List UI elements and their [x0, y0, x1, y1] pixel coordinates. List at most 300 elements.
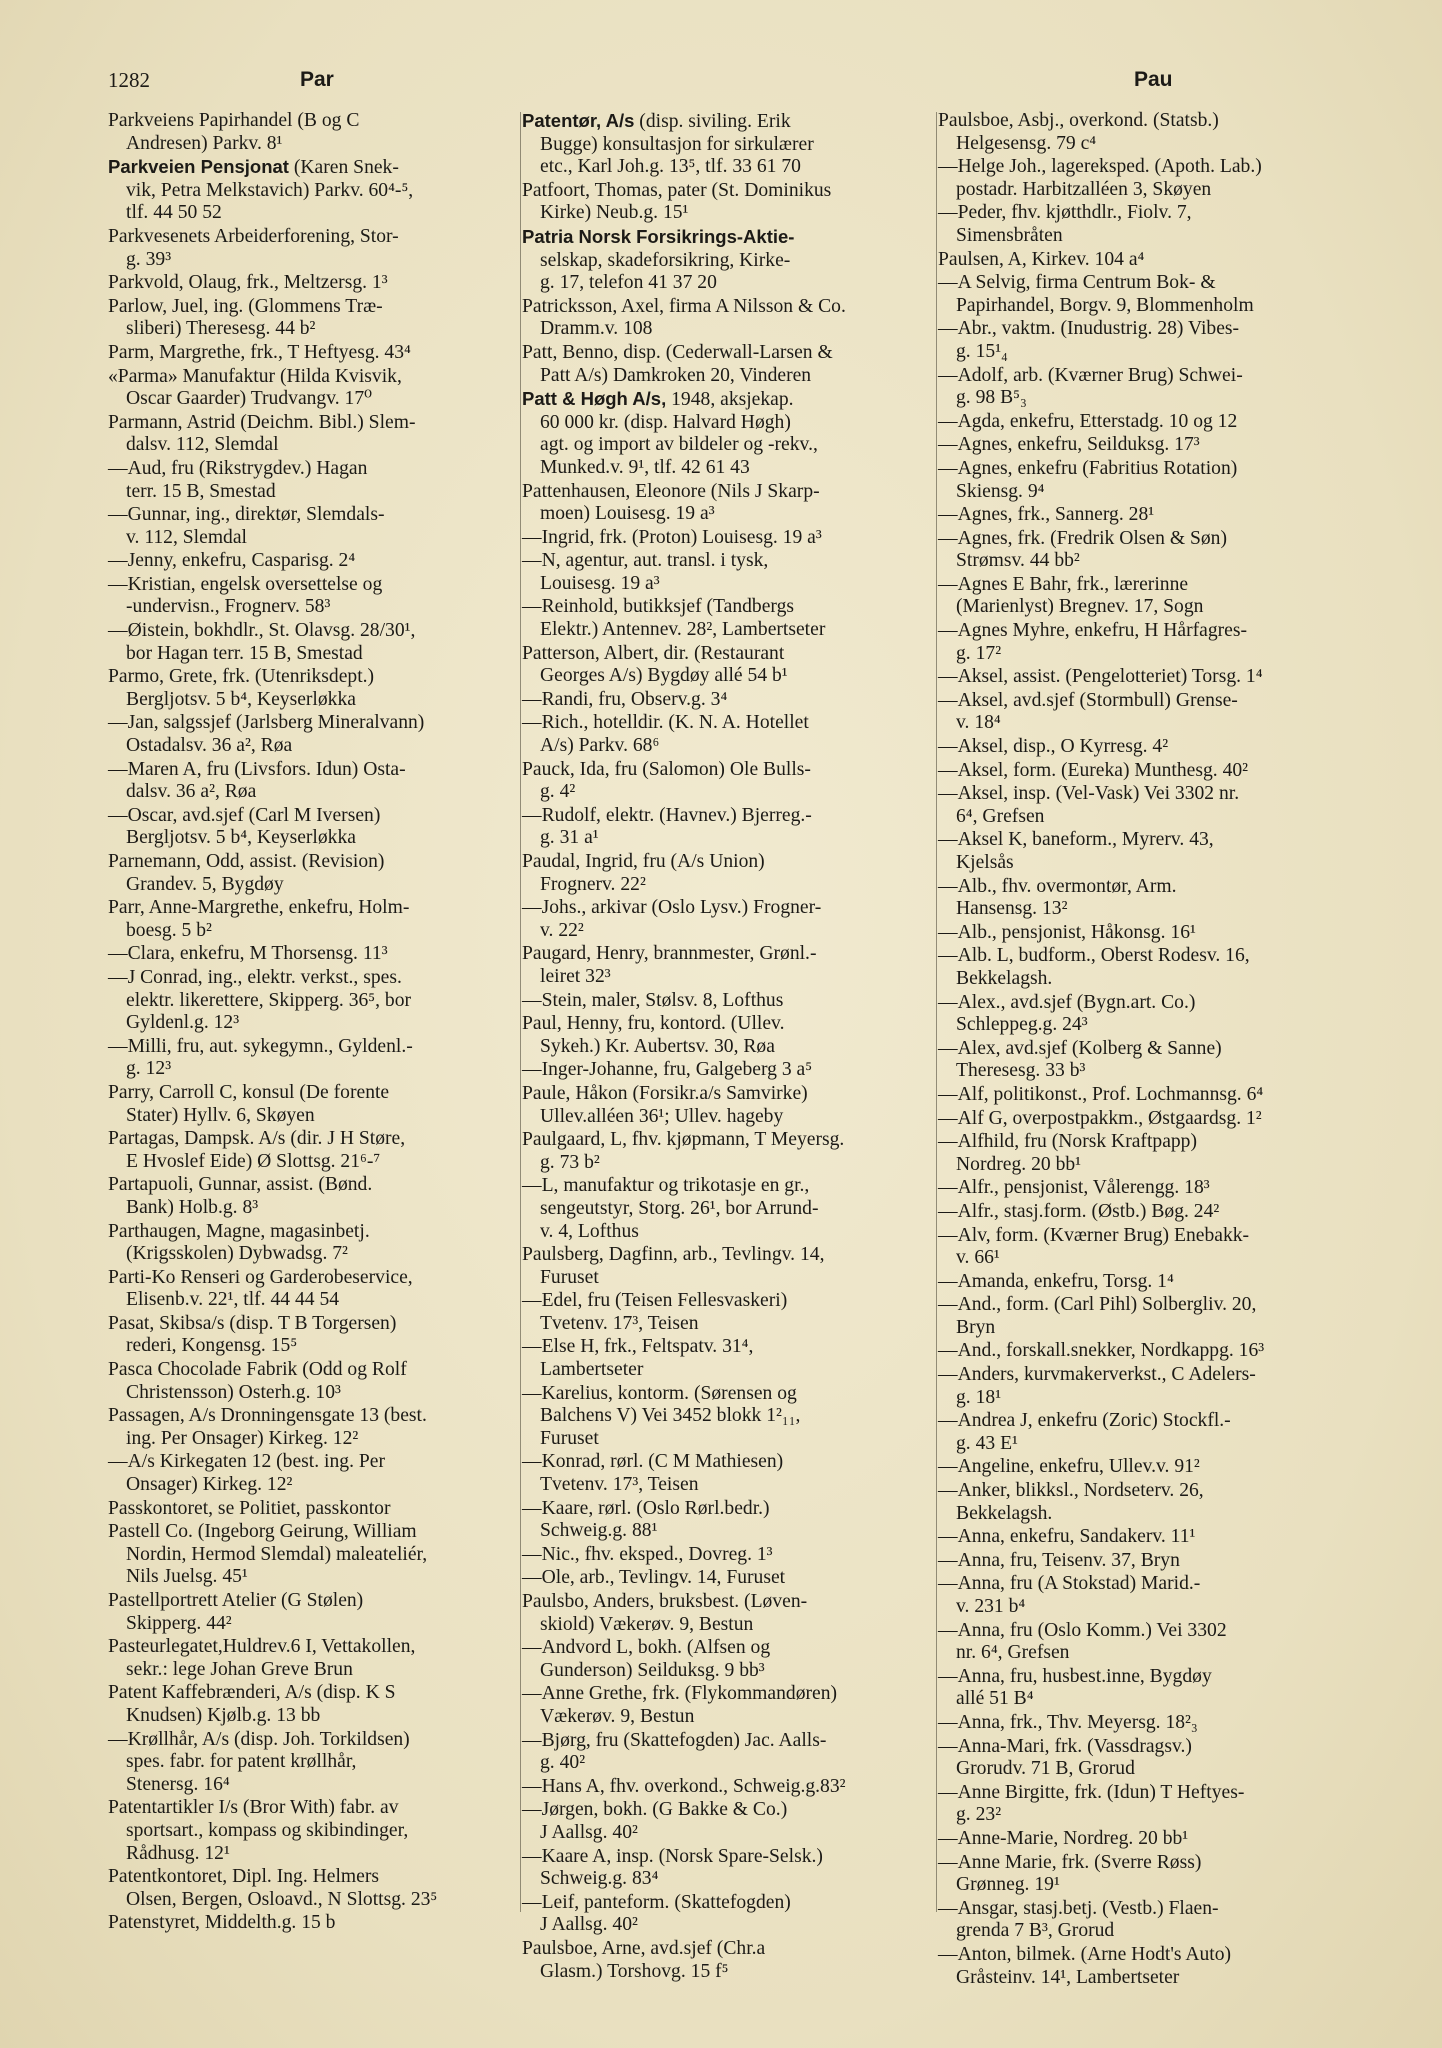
directory-entry — [938, 1782, 1346, 1827]
entry-line: —Andvord L, bokh. (Alfsen og — [522, 1637, 771, 1659]
directory-entry — [938, 1177, 1346, 1200]
entry-line: Christensson) Osterh.g. 10³ — [126, 1381, 341, 1403]
entry-line: Sykeh.) Kr. Aubertsv. 30, Røa — [540, 1035, 775, 1057]
entry-line: Paulsboe, Asbj., overkond. (Statsb.) — [938, 110, 1219, 131]
directory-entry — [938, 318, 1346, 363]
directory-entry — [108, 1682, 516, 1727]
directory-entry — [522, 943, 930, 988]
directory-entry — [938, 876, 1346, 921]
directory-entry — [938, 528, 1346, 573]
directory-entry — [108, 110, 516, 155]
directory-entry — [108, 620, 516, 665]
entry-line: —Else H, frk., Feltspatv. 31⁴, — [522, 1336, 754, 1358]
entry-line: Paulsbo, Anders, bruksbest. (Løven- — [522, 1591, 808, 1612]
directory-entry — [108, 366, 516, 411]
entry-line: Parti-Ko Renseri og Garderobeservice, — [108, 1266, 413, 1288]
entry-line: Simensbråten — [956, 224, 1063, 246]
entry-line: sekr.: lege Johan Greve Brun — [126, 1658, 353, 1680]
entry-line: Knudsen) Kjølb.g. 13 bb — [126, 1704, 321, 1726]
entry-line: Grorudv. 71 B, Grorud — [956, 1758, 1135, 1780]
entry-line: —Kristian, engelsk oversettelse og — [108, 573, 383, 595]
entry-line: Partapuoli, Gunnar, assist. (Bønd. — [108, 1174, 373, 1196]
entry-line: —Peder, fhv. kjøtthdlr., Fiolv. 7, — [938, 202, 1192, 224]
directory-entry — [938, 1294, 1346, 1339]
entry-line: Balchens V) Vei 3452 blokk 1²₁₁, — [540, 1405, 801, 1427]
entry-line: —Anna, fru, Teisenv. 37, Bryn — [938, 1549, 1180, 1571]
directory-entry — [108, 504, 516, 549]
entry-line: —Agnes, enkefru (Fabritius Rotation) — [938, 457, 1238, 479]
entry-line: Bryn — [956, 1316, 996, 1338]
entry-line: v. 22² — [540, 919, 584, 941]
entry-line: g. 43 E¹ — [956, 1432, 1018, 1454]
entry-line: —Milli, fru, aut. sykegymn., Gyldenl.- — [108, 1035, 413, 1057]
page-number: 1282 — [108, 68, 150, 92]
entry-line: —Alf G, overpostpakkm., Østgaardsg. 1² — [938, 1107, 1262, 1129]
entry-line: Skipperg. 44² — [126, 1612, 232, 1634]
directory-entry — [938, 1712, 1346, 1735]
entry-line: Patfoort, Thomas, pater (St. Dominikus — [522, 179, 832, 201]
entry-line: Paugard, Henry, brannmester, Grønl.- — [522, 943, 817, 965]
entry-line: Onsager) Kirkeg. 12² — [126, 1474, 293, 1496]
directory-entry — [938, 365, 1346, 410]
entry-line: Parry, Carroll C, konsul (De forente — [108, 1081, 390, 1103]
entry-line: elektr. likerettere, Skipperg. 36⁵, bor — [126, 989, 412, 1011]
entry-text: 1948, aksjekap. — [666, 389, 794, 411]
entry-line: —Ingrid, frk. (Proton) Louisesg. 19 a³ — [522, 526, 822, 548]
entry-line: —Aksel, avd.sjef (Stormbull) Grense- — [938, 689, 1238, 711]
directory-entry — [108, 1451, 516, 1496]
entry-line: sliberi) Theresesg. 44 b² — [126, 318, 316, 340]
entry-line: —Randi, fru, Observ.g. 3⁴ — [522, 688, 728, 710]
entry-line: —Nic., fhv. eksped., Dovreg. 1³ — [522, 1543, 773, 1565]
entry-line: Parkvold, Olaug, frk., Meltzersg. 1³ — [108, 272, 388, 294]
directory-entry — [938, 156, 1346, 201]
entry-line: Parlow, Juel, ing. (Glommens Træ- — [108, 295, 383, 317]
entry-line: selskap, skadeforsikring, Kirke- — [540, 249, 791, 271]
entry-line: Pasat, Skibsa/s (disp. T B Torgersen) — [108, 1312, 397, 1334]
entry-line: (Krigsskolen) Dybwadsg. 7² — [126, 1243, 348, 1265]
entry-line: Schweig.g. 83⁴ — [540, 1868, 659, 1890]
directory-entry — [108, 1521, 516, 1589]
directory-entry — [108, 226, 516, 271]
directory-entry — [938, 1852, 1346, 1897]
entry-line: Pasteurlegatet,Huldrev.6 I, Vettakollen, — [108, 1636, 416, 1658]
entry-line: Patentkontoret, Dipl. Ing. Helmers — [108, 1866, 379, 1888]
entry-line: Strømsv. 44 bb² — [956, 550, 1080, 572]
entry-line: Paule, Håkon (Forsikr.a/s Samvirke) — [522, 1082, 808, 1104]
directory-entry — [522, 527, 930, 550]
entry-line: Skiensg. 9⁴ — [956, 480, 1045, 502]
entry-line: Patentartikler I/s (Bror With) fabr. av — [108, 1797, 399, 1819]
entry-line: Bank) Holb.g. 8³ — [126, 1196, 259, 1218]
entry-line: g. 17² — [956, 642, 1002, 664]
entry-line: —Amanda, enkefru, Torsg. 1⁴ — [938, 1270, 1174, 1292]
directory-entry — [522, 1290, 930, 1335]
entry-line: g. 12³ — [126, 1058, 172, 1080]
entry-line: —Rich., hotelldir. (K. N. A. Hotellet — [522, 712, 809, 734]
directory-entry — [938, 1108, 1346, 1131]
entry-line: —Reinhold, butikksjef (Tandbergs — [522, 596, 794, 618]
directory-entry — [522, 110, 930, 179]
entry-line: J Aallsg. 40² — [540, 1914, 638, 1936]
entry-line: spes. fabr. for patent krøllhår, — [126, 1751, 357, 1773]
entry-line: nr. 6⁴, Grefsen — [956, 1642, 1070, 1664]
column-divider — [520, 112, 521, 1912]
entry-line: grenda 7 B³, Grorud — [956, 1920, 1115, 1942]
directory-entry — [108, 1313, 516, 1358]
directory-entry — [108, 1729, 516, 1797]
directory-entry — [938, 434, 1346, 457]
entry-line: Paulsberg, Dagfinn, arb., Tevlingv. 14, — [522, 1244, 825, 1266]
directory-entry — [108, 967, 516, 1035]
entry-line: Rådhusg. 12¹ — [126, 1842, 230, 1864]
directory-entry — [108, 296, 516, 341]
entry-line: dalsv. 112, Slemdal — [126, 434, 279, 456]
directory-entry — [522, 388, 930, 479]
entry-line: g. 4² — [540, 781, 576, 803]
directory-entry — [522, 1244, 930, 1289]
left-running-head: Par — [300, 68, 334, 91]
directory-entry — [522, 1451, 930, 1496]
entry-line: —Anna, fru (Oslo Komm.) Vei 3302 — [938, 1619, 1227, 1641]
entry-line: —Alb., pensjonist, Håkonsg. 16¹ — [938, 921, 1196, 943]
entry-line: v. 18⁴ — [956, 712, 1001, 734]
directory-entry — [522, 342, 930, 387]
directory-entry — [522, 180, 930, 225]
entry-line: —Agnes Myhre, enkefru, H Hårfagres- — [938, 620, 1248, 642]
entry-line: moen) Louisesg. 19 a³ — [540, 503, 715, 525]
directory-entry — [522, 643, 930, 688]
entry-line: —Anna, frk., Thv. Meyersg. 18²₃ — [938, 1711, 1198, 1733]
entry-line: —Aksel, form. (Eureka) Munthesg. 40² — [938, 759, 1249, 781]
entry-line: —Clara, enkefru, M Thorsensg. 11³ — [108, 943, 388, 965]
directory-entry — [108, 897, 516, 942]
directory-entry — [938, 1736, 1346, 1781]
entry-line: —Agda, enkefru, Etterstadg. 10 og 12 — [938, 410, 1238, 432]
entry-line: —A Selvig, firma Centrum Bok- & — [938, 272, 1216, 294]
directory-entry — [522, 1013, 930, 1058]
entry-line: —Hans A, fhv. overkond., Schweig.g.83² — [522, 1775, 846, 1797]
entry-line: g. 23² — [956, 1804, 1002, 1826]
directory-entry — [522, 1683, 930, 1728]
directory-entry — [108, 1267, 516, 1312]
entry-line: —Anna, fru (A Stokstad) Marid.- — [938, 1573, 1201, 1595]
directory-entry — [938, 736, 1346, 759]
directory-entry — [938, 1526, 1346, 1549]
entry-line: Parmann, Astrid (Deichm. Bibl.) Slem- — [108, 411, 416, 433]
entry-line: Nordreg. 20 bb¹ — [956, 1153, 1082, 1175]
directory-entry — [522, 1892, 930, 1937]
entry-line: Stenersg. 16⁴ — [126, 1773, 230, 1795]
entry-line: g. 31 a¹ — [540, 827, 599, 849]
entry-line: —Alf, politikonst., Prof. Lochmannsg. 6⁴ — [938, 1083, 1264, 1105]
entry-text: (disp. siviling. Erik — [634, 111, 791, 132]
directory-entry — [108, 1590, 516, 1635]
entry-line: Paul, Henny, fru, kontord. (Ullev. — [522, 1013, 785, 1035]
directory-entry — [108, 550, 516, 573]
entry-line: Patt A/s) Damkroken 20, Vinderen — [540, 364, 812, 386]
entry-line: —Alb., fhv. overmontør, Arm. — [938, 875, 1177, 897]
entry-line: —Ansgar, stasj.betj. (Vestb.) Flaen- — [938, 1897, 1219, 1919]
entry-line: 60 000 kr. (disp. Halvard Høgh) — [540, 411, 791, 433]
entry-line: —Alex, avd.sjef (Kolberg & Sanne) — [938, 1037, 1222, 1059]
entry-line: Parkvesenets Arbeiderforening, Stor- — [108, 225, 399, 247]
entry-line: —Jenny, enkefru, Casparisg. 2⁴ — [108, 550, 356, 572]
entry-line: Pauck, Ida, fru (Salomon) Ole Bulls- — [522, 758, 811, 780]
entry-line: Georges A/s) Bygdøy allé 54 b¹ — [540, 665, 788, 687]
entry-line: —Anne Birgitte, frk. (Idun) T Heftyes- — [938, 1781, 1245, 1803]
directory-entry — [108, 1797, 516, 1865]
entry-line: Kjelsås — [956, 852, 1014, 873]
entry-line: Paulsboe, Arne, avd.sjef (Chr.a — [522, 1937, 766, 1959]
entry-line: Gyldenl.g. 12³ — [126, 1012, 240, 1034]
entry-line: —Leif, panteform. (Skattefogden) — [522, 1891, 791, 1913]
directory-entry — [938, 1456, 1346, 1479]
entry-line: Nils Juelsg. 45¹ — [126, 1566, 248, 1588]
entry-line: A/s) Parkv. 68⁶ — [540, 735, 660, 757]
entry-bold-name: Parkveien Pensjonat — [108, 156, 289, 178]
directory-entry — [938, 458, 1346, 503]
entry-line: vik, Petra Melkstavich) Parkv. 60⁴-⁵, — [126, 179, 414, 201]
directory-entry — [938, 1944, 1346, 1989]
entry-line: —Edel, fru (Teisen Fellesvaskeri) — [522, 1290, 788, 1312]
directory-entry — [522, 805, 930, 850]
entry-line: —Alfr., stasj.form. (Østb.) Bøg. 24² — [938, 1200, 1220, 1222]
entry-line: Parthaugen, Magne, magasinbetj. — [108, 1220, 370, 1242]
entry-line: terr. 15 B, Smestad — [126, 480, 276, 502]
entry-line: Bergljotsv. 5 b⁴, Keyserløkka — [126, 827, 356, 849]
entry-line: —Anne Marie, frk. (Sverre Røss) — [938, 1851, 1202, 1873]
directory-entry — [938, 1038, 1346, 1083]
directory-entry — [938, 783, 1346, 828]
directory-entry — [108, 1405, 516, 1450]
entry-line: Parr, Anne-Margrethe, enkefru, Holm- — [108, 897, 410, 919]
directory-entry — [108, 458, 516, 503]
directory-entry — [108, 1036, 516, 1081]
directory-entry — [522, 712, 930, 757]
entry-line: v. 231 b⁴ — [956, 1596, 1026, 1617]
entry-line: Paulgaard, L, fhv. kjøpmann, T Meyersg. — [522, 1129, 845, 1151]
entry-line: Parm, Margrethe, frk., T Heftyesg. 43⁴ — [108, 341, 411, 363]
entry-line: Tvetenv. 17³, Teisen — [540, 1474, 699, 1496]
entry-line: g. 98 B⁵₃ — [956, 387, 1027, 409]
directory-entry — [938, 574, 1346, 619]
entry-text: (Karen Snek- — [288, 157, 399, 179]
directory-entry — [108, 712, 516, 757]
entry-line: —Alfr., pensjonist, Vålerengg. 18³ — [938, 1177, 1210, 1199]
entry-line: —Andrea J, enkefru (Zoric) Stockfl.- — [938, 1410, 1231, 1432]
entry-line: —Helge Joh., lagereksped. (Apoth. Lab.) — [938, 156, 1262, 178]
entry-line: skiold) Vækerøv. 9, Bestun — [540, 1613, 754, 1635]
entry-line: —A/s Kirkegaten 12 (best. ing. Per — [108, 1451, 385, 1473]
entry-line: —Jan, salgssjef (Jarlsberg Mineralvann) — [108, 712, 425, 734]
entry-line: Bekkelagsh. — [956, 967, 1053, 989]
directory-entry — [522, 759, 930, 804]
entry-line — [522, 110, 930, 134]
entry-line: g. 39³ — [126, 248, 172, 270]
entry-line: v. 4, Lofthus — [540, 1220, 639, 1242]
directory-entry — [108, 574, 516, 619]
entry-line: —Bjørg, fru (Skattefogden) Jac. Aalls- — [522, 1729, 827, 1751]
entry-line: Patenstyret, Middelth.g. 15 b — [108, 1912, 336, 1934]
directory-entry — [522, 1730, 930, 1775]
entry-line: —Aud, fru (Rikstrygdev.) Hagan — [108, 457, 368, 479]
entry-line: Theresesg. 33 b³ — [956, 1060, 1086, 1082]
entry-line: Oscar Gaarder) Trudvangv. 17⁰ — [126, 388, 373, 410]
entry-line: —L, manufaktur og trikotasje en gr., — [522, 1175, 810, 1197]
directory-entry — [938, 202, 1346, 247]
entry-line: —Johs., arkivar (Oslo Lysv.) Frogner- — [522, 897, 822, 919]
entry-line: Passagen, A/s Dronningensgate 13 (best. — [108, 1405, 427, 1427]
entry-line: g. 15¹₄ — [956, 340, 1008, 362]
entry-line: Ostadalsv. 36 a², Røa — [126, 735, 293, 757]
directory-entry — [522, 1567, 930, 1590]
entry-line: —Kaare, rørl. (Oslo Rørl.bedr.) — [522, 1497, 770, 1519]
directory-entry — [938, 1271, 1346, 1294]
directory-entry — [938, 1573, 1346, 1618]
entry-line: —Anna, fru, husbest.inne, Bygdøy — [938, 1665, 1212, 1687]
directory-entry — [938, 1201, 1346, 1224]
entry-line: —Ole, arb., Tevlingv. 14, Furuset — [522, 1567, 786, 1589]
entry-line: —Anton, bilmek. (Arne Hodt's Auto) — [938, 1943, 1232, 1965]
entry-line: —Aksel K, baneform., Myrerv. 43, — [938, 829, 1214, 851]
entry-line: Hansensg. 13² — [956, 898, 1068, 920]
entry-line — [522, 388, 930, 412]
entry-line: —Agnes, frk., Sannerg. 28¹ — [938, 504, 1155, 526]
directory-entry — [108, 1221, 516, 1266]
entry-line: —Maren A, fru (Livsfors. Idun) Osta- — [108, 758, 406, 780]
entry-line: Pasca Chocolade Fabrik (Odd og Rolf — [108, 1359, 407, 1381]
directory-entry — [108, 1912, 516, 1935]
entry-line: —Anne-Marie, Nordreg. 20 bb¹ — [938, 1827, 1189, 1849]
entry-line: Bergljotsv. 5 b⁴, Keyserløkka — [126, 688, 356, 710]
entry-line: —Aksel, insp. (Vel-Vask) Vei 3302 nr. — [938, 783, 1240, 805]
entry-line: Papirhandel, Borgv. 9, Blommenholm — [956, 294, 1254, 316]
entry-line: -undervisn., Frognerv. 58³ — [126, 596, 331, 618]
entry-line: —And., form. (Carl Pihl) Solbergliv. 20, — [938, 1294, 1257, 1316]
entry-line: —Anker, blikksl., Nordseterv. 26, — [938, 1480, 1204, 1502]
directory-entry — [522, 1776, 930, 1799]
directory-entry — [522, 226, 930, 295]
entry-line: Gunderson) Seilduksg. 9 bb³ — [540, 1659, 765, 1681]
directory-column-1 — [108, 110, 516, 1936]
directory-entry — [108, 1128, 516, 1173]
directory-column-2 — [522, 110, 930, 1984]
entry-bold-name: Patria Norsk Forsikrings-Aktie- — [522, 225, 795, 247]
directory-entry — [522, 1059, 930, 1082]
entry-line: —Anne Grethe, frk. (Flykommandøren) — [522, 1683, 838, 1705]
entry-line: boesg. 5 b² — [126, 919, 212, 941]
entry-line: —Agnes, frk. (Fredrik Olsen & Søn) — [938, 527, 1227, 549]
directory-entry — [938, 1340, 1346, 1363]
directory-entry — [108, 851, 516, 896]
entry-line: bor Hagan terr. 15 B, Smestad — [126, 642, 363, 664]
entry-line: —Kaare A, insp. (Norsk Spare-Selsk.) — [522, 1845, 823, 1867]
directory-entry — [522, 596, 930, 641]
directory-entry — [522, 1175, 930, 1243]
directory-entry — [108, 759, 516, 804]
entry-line: —Alex., avd.sjef (Bygn.art. Co.) — [938, 991, 1196, 1013]
entry-line: Furuset — [540, 1427, 599, 1449]
entry-line: rederi, Kongensg. 15⁵ — [126, 1335, 298, 1357]
entry-line — [522, 226, 930, 250]
directory-entry — [938, 620, 1346, 665]
directory-entry — [938, 1084, 1346, 1107]
entry-line: Parkveiens Papirhandel (B og C — [108, 110, 360, 131]
directory-entry — [522, 897, 930, 942]
entry-line: Parnemann, Odd, assist. (Revision) — [108, 851, 385, 872]
entry-line: Bekkelagsh. — [956, 1502, 1053, 1524]
directory-entry — [522, 689, 930, 712]
entry-line: (Marienlyst) Bregnev. 17, Sogn — [956, 596, 1204, 618]
entry-line: —Anna, enkefru, Sandakerv. 11¹ — [938, 1526, 1196, 1548]
directory-entry — [938, 945, 1346, 990]
entry-bold-name: Patentør, A/s — [522, 110, 635, 131]
directory-entry — [108, 943, 516, 966]
entry-line: Nordin, Hermod Slemdal) maleateliér, — [126, 1543, 428, 1565]
entry-line: —Aksel, assist. (Pengelotteriet) Torsg. 1⁴ — [938, 666, 1263, 688]
directory-entry — [938, 1225, 1346, 1270]
entry-line: Olsen, Bergen, Osloavd., N Slottsg. 23⁵ — [126, 1888, 438, 1910]
entry-line: —Alv, form. (Kværner Brug) Enebakk- — [938, 1224, 1250, 1246]
directory-entry — [938, 1620, 1346, 1665]
directory-entry — [522, 1498, 930, 1543]
entry-line: «Parma» Manufaktur (Hilda Kvisvik, — [108, 365, 402, 387]
entry-line: —Inger-Johanne, fru, Galgeberg 3 a⁵ — [522, 1059, 813, 1081]
directory-entry — [522, 1083, 930, 1128]
directory-entry — [938, 1131, 1346, 1176]
entry-line: —Agnes, enkefru, Seilduksg. 17³ — [938, 434, 1200, 456]
directory-entry — [938, 1828, 1346, 1851]
entry-line: Partagas, Dampsk. A/s (dir. J H Støre, — [108, 1128, 406, 1150]
directory-entry — [522, 1938, 930, 1983]
entry-line: Dramm.v. 108 — [540, 318, 653, 340]
directory-entry — [522, 481, 930, 526]
directory-entry — [938, 1550, 1346, 1573]
entry-line: Paulsen, A, Kirkev. 104 a⁴ — [938, 248, 1145, 270]
entry-line: Pastellportrett Atelier (G Stølen) — [108, 1590, 364, 1611]
entry-line: Patterson, Albert, dir. (Restaurant — [522, 642, 785, 664]
entry-line: Frognerv. 22² — [540, 873, 646, 895]
entry-line: Elektr.) Antennev. 28², Lambertseter — [540, 619, 826, 641]
directory-entry — [108, 412, 516, 457]
entry-line: —Alfhild, fru (Norsk Kraftpapp) — [938, 1131, 1198, 1153]
column-divider — [936, 112, 937, 1912]
directory-entry — [938, 411, 1346, 434]
directory-entry — [938, 829, 1346, 874]
entry-line: g. 40² — [540, 1752, 586, 1774]
entry-line: Pattenhausen, Eleonore (Nils J Skarp- — [522, 480, 820, 502]
entry-line: —Anders, kurvmakerverkst., C Adelers- — [938, 1364, 1256, 1386]
directory-entry — [108, 342, 516, 365]
entry-line: leiret 32³ — [540, 965, 611, 987]
entry-line: Elisenb.v. 22¹, tlf. 44 44 54 — [126, 1289, 340, 1311]
entry-line: —Rudolf, elektr. (Havnev.) Bjerreg.- — [522, 804, 812, 826]
entry-bold-name: Patt & Høgh A/s, — [522, 388, 667, 410]
entry-line: —N, agentur, aut. transl. i tysk, — [522, 550, 769, 572]
directory-entry — [938, 1666, 1346, 1711]
entry-line: —Konrad, rørl. (C M Mathiesen) — [522, 1451, 784, 1473]
directory-entry — [938, 690, 1346, 735]
entry-line: 6⁴, Grefsen — [956, 805, 1045, 827]
entry-line: Vækerøv. 9, Bestun — [540, 1705, 695, 1727]
entry-line: —Alb. L, budform., Oberst Rodesv. 16, — [938, 945, 1250, 967]
entry-line: Patt, Benno, disp. (Cederwall-Larsen & — [522, 341, 833, 363]
directory-entry — [522, 990, 930, 1013]
directory-entry — [108, 666, 516, 711]
entry-line: J Aallsg. 40² — [540, 1821, 638, 1843]
entry-line: sportsart., kompass og skibindinger, — [126, 1819, 409, 1841]
